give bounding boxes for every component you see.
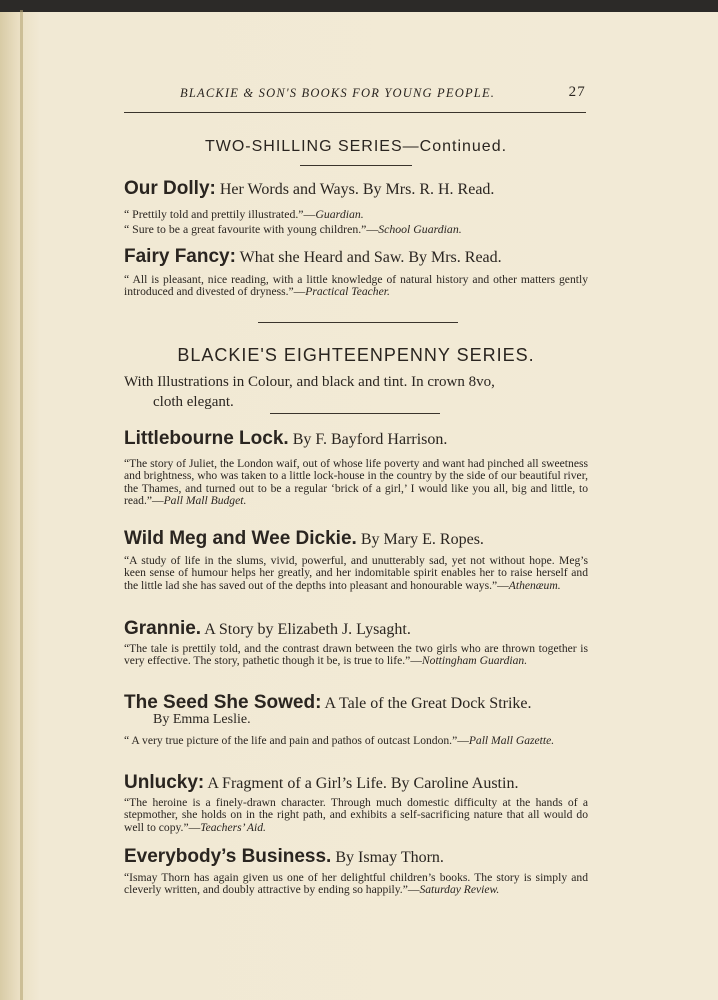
- book-title: Grannie.: [124, 618, 202, 639]
- book-subtitle: By Mary E. Ropes.: [356, 531, 484, 548]
- review-quote: [124, 222, 462, 237]
- review-text: “The heroine is a finely-drawn character. Through much domestic difficulty at the hands of a stepmother, she holds on in the right path, and exhibits a self-sacrificing nature that all would do well to copy.”—: [124, 796, 588, 834]
- series-description: With Illustrations in Colour, and black and tint. In crown 8vo,: [124, 374, 495, 390]
- review-text: “ Prettily told and prettily illustrated.”—: [124, 207, 316, 221]
- entry-title-grannie: [124, 618, 594, 640]
- section-title-rule: [300, 165, 412, 166]
- entry-title-littlebourne-lock: [124, 428, 594, 450]
- book-subtitle: By F. Bayford Harrison.: [288, 431, 448, 448]
- entry-title-unlucky: [124, 772, 594, 794]
- review-quote: [124, 458, 588, 508]
- header-rule: [124, 112, 586, 113]
- review-text: “ All is pleasant, nice reading, with a little knowledge of natural history and other matters gently introduced and divested of dryness.”—: [124, 273, 588, 299]
- review-source: Guardian.: [315, 207, 364, 221]
- book-title: Fairy Fancy:: [124, 246, 236, 267]
- book-title: The Seed She Sowed:: [124, 692, 322, 713]
- review-quote: [124, 274, 588, 299]
- page-gutter: [20, 10, 23, 1000]
- page-number: 27: [568, 84, 586, 100]
- review-text: “ Sure to be a great favourite with young children.”—: [124, 222, 379, 236]
- section-title-two-shilling: TWO-SHILLING SERIES—Continued.: [204, 138, 508, 155]
- entry-title-everybodys-business: [124, 846, 594, 868]
- book-subtitle: A Tale of the Great Dock Strike.: [321, 695, 532, 712]
- book-title: Everybody’s Business.: [124, 846, 332, 867]
- series-rule: [270, 413, 440, 414]
- review-text: “A study of life in the slums, vivid, powerful, and unutterably sad, yet not without hope. Meg’s keen sense of humour helps her greatly, and her indomitable spirit enables her to raise herself and the little lad she has saved out of the depths into pleasant and honourable ways.”—: [124, 554, 588, 592]
- book-subtitle: A Fragment of a Girl’s Life. By Caroline Austin.: [204, 775, 519, 792]
- running-header: [124, 84, 586, 106]
- review-source: Nottingham Guardian.: [421, 654, 528, 668]
- review-text: “The story of Juliet, the London waif, out of whose life poverty and want had pinched all sweetness and brightness, who was taken to a little lock-house in the country by the side of our beautiful river, the Thames, and turned out to be a regular ‘brick of a girl,’ I would like you all, big and little, to read.”—: [124, 457, 588, 508]
- series-description-cont: cloth elegant.: [153, 394, 234, 410]
- review-source: Practical Teacher.: [305, 285, 390, 299]
- review-quote: [124, 735, 588, 747]
- entry-title-our-dolly: [124, 178, 594, 200]
- review-quote: [124, 207, 364, 222]
- entry-title-fairy-fancy: [124, 246, 594, 268]
- section-divider: [258, 322, 458, 323]
- book-title: Our Dolly:: [124, 178, 216, 199]
- review-source: Saturday Review.: [419, 883, 500, 897]
- entry-title-wild-meg: [124, 528, 594, 550]
- review-source: School Guardian.: [378, 222, 462, 236]
- review-text: “Ismay Thorn has again given us one of her delightful children’s books. The story is simply and cleverly written, and doubly attractive by ending so happily.”—: [124, 871, 588, 897]
- book-title: Wild Meg and Wee Dickie.: [124, 528, 357, 549]
- review-quote: [124, 643, 588, 668]
- review-text: “ A very true picture of the life and pain and pathos of outcast London.”—: [124, 734, 469, 747]
- book-subtitle: What she Heard and Saw. By Mrs. Read.: [235, 249, 502, 266]
- review-source: Athenæum.: [508, 578, 561, 592]
- book-subtitle: Her Words and Ways. By Mrs. R. H. Read.: [215, 181, 495, 198]
- review-text: “The tale is prettily told, and the contrast drawn between the two girls who are thrown together is very effective. The story, pathetic though it be, is true to life.”—: [124, 642, 588, 668]
- review-source: Pall Mall Budget.: [163, 494, 247, 508]
- book-title: Littlebourne Lock.: [124, 428, 289, 449]
- scan-top-edge: [0, 0, 718, 12]
- review-quote: [124, 872, 588, 897]
- review-source: Teachers’ Aid.: [200, 820, 266, 834]
- review-quote: [124, 555, 588, 592]
- review-source: Pall Mall Gazette.: [468, 734, 555, 747]
- book-subtitle: By Ismay Thorn.: [331, 849, 444, 866]
- book-author: By Emma Leslie.: [153, 712, 251, 727]
- entry-title-seed-she-sowed: [124, 692, 594, 714]
- book-title: Unlucky:: [124, 772, 205, 793]
- book-subtitle: A Story by Elizabeth J. Lysaght.: [201, 621, 411, 638]
- section-title-eighteenpenny: BLACKIE'S EIGHTEENPENNY SERIES.: [177, 345, 535, 365]
- review-quote: [124, 797, 588, 834]
- running-title: BLACKIE & SON'S BOOKS FOR YOUNG PEOPLE.: [180, 86, 496, 100]
